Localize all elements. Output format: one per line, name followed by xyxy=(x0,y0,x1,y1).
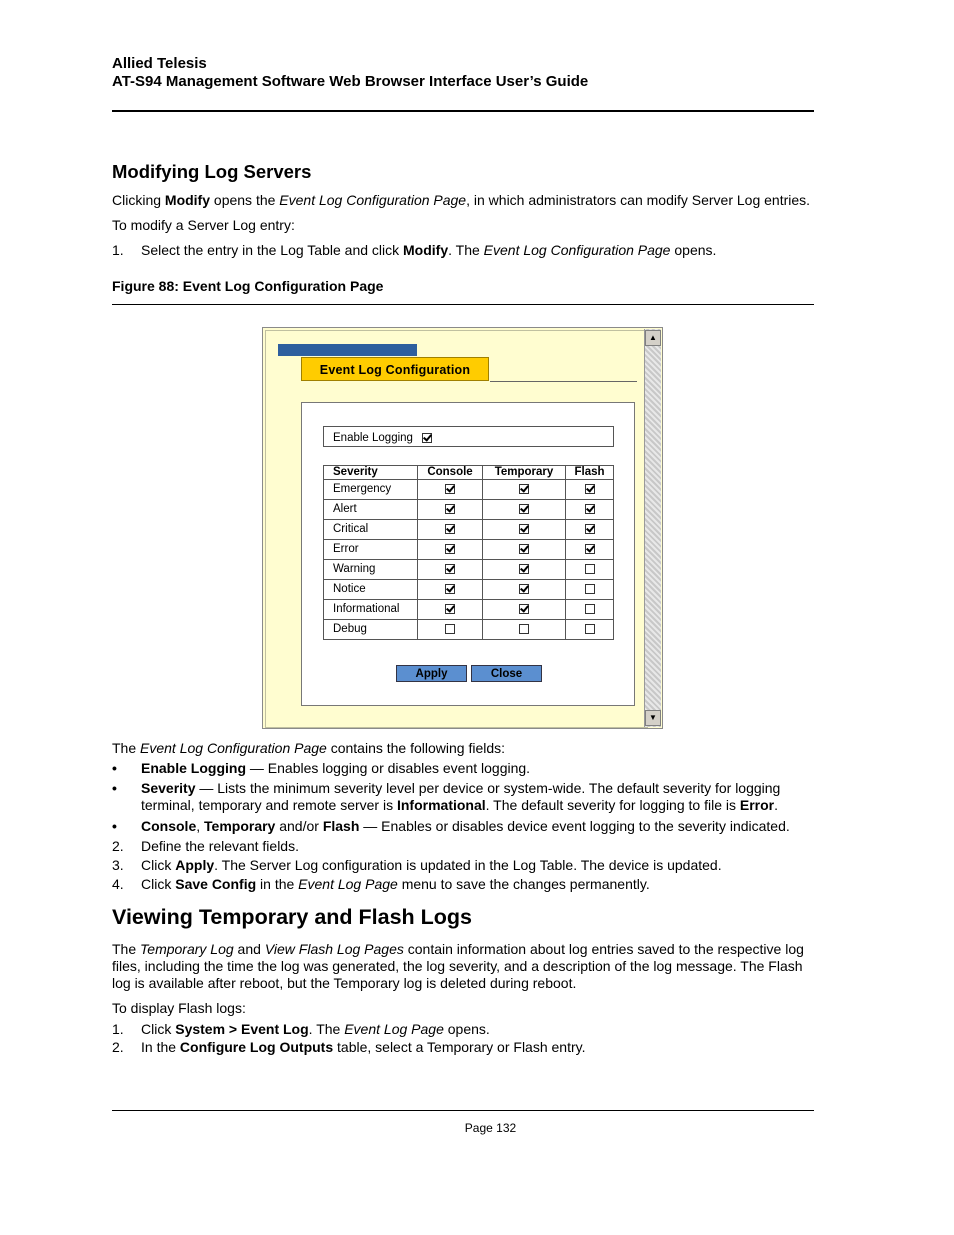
temporary-cell xyxy=(483,580,566,600)
bullet-enable-logging: • Enable Logging — Enables logging or disables event logging. xyxy=(112,760,531,776)
console-checkbox[interactable] xyxy=(445,544,455,554)
temporary-cell xyxy=(483,560,566,580)
severity-row-critical xyxy=(324,520,614,540)
para-fields-intro: The Event Log Configuration Page contains the following fields: xyxy=(112,740,506,756)
page-number: Page 132 xyxy=(464,1121,517,1135)
nav-tab-bar xyxy=(278,344,417,356)
flash-checkbox[interactable] xyxy=(585,544,595,554)
s2-step-2: 2. In the Configure Log Outputs table, select a Temporary or Flash entry. xyxy=(112,1039,586,1055)
temporary-checkbox[interactable] xyxy=(519,544,529,554)
console-cell xyxy=(418,480,483,500)
section-title-viewing-logs: Viewing Temporary and Flash Logs xyxy=(112,905,472,929)
severity-label: Debug xyxy=(324,620,418,640)
para-temporary-flash-intro: The Temporary Log and View Flash Log Pages contain information about log entries saved to the respective log files, including the time the log was generated, the log severity, and a description of the log message. The Flash log is available after reboot, but the Temporary log is deleted during reboot. xyxy=(112,941,804,991)
apply-button[interactable]: Apply xyxy=(396,665,467,682)
step-3-click-apply: 3. Click Apply. The Server Log configuration is updated in the Log Table. The device is updated. xyxy=(112,857,722,873)
screenshot-content-area xyxy=(265,330,648,728)
header-rule xyxy=(112,110,814,112)
console-checkbox[interactable] xyxy=(445,524,455,534)
col-flash: Flash xyxy=(566,466,614,480)
flash-cell xyxy=(566,600,614,620)
flash-checkbox[interactable] xyxy=(585,524,595,534)
console-checkbox[interactable] xyxy=(445,604,455,614)
bullet-console-temporary-flash: • Console, Temporary and/or Flash — Enables or disables device event logging to the severity indicated. xyxy=(112,818,790,834)
flash-cell xyxy=(566,560,614,580)
flash-checkbox[interactable] xyxy=(585,484,595,494)
severity-row-warning xyxy=(324,560,614,580)
console-checkbox[interactable] xyxy=(445,504,455,514)
flash-checkbox[interactable] xyxy=(585,604,595,614)
enable-logging-label: Enable Logging xyxy=(333,432,413,444)
tab-event-log-configuration[interactable]: Event Log Configuration xyxy=(301,357,489,381)
s2-step-1: 1. Click System > Event Log. The Event Log Page opens. xyxy=(112,1021,490,1037)
flash-checkbox[interactable] xyxy=(585,624,595,634)
flash-checkbox[interactable] xyxy=(585,504,595,514)
console-cell xyxy=(418,620,483,640)
para-to-modify: To modify a Server Log entry: xyxy=(112,217,295,233)
enable-logging-row xyxy=(323,426,614,447)
scroll-down-icon[interactable]: ▼ xyxy=(645,710,661,726)
flash-cell xyxy=(566,500,614,520)
event-log-config-screenshot xyxy=(262,327,663,729)
console-checkbox[interactable] xyxy=(445,624,455,634)
severity-label: Warning xyxy=(324,560,418,580)
col-console: Console xyxy=(418,466,483,480)
flash-cell xyxy=(566,520,614,540)
temporary-checkbox[interactable] xyxy=(519,504,529,514)
enable-logging-checkbox[interactable] xyxy=(422,433,432,443)
temporary-checkbox[interactable] xyxy=(519,584,529,594)
vertical-scrollbar[interactable] xyxy=(644,329,661,727)
col-severity: Severity xyxy=(324,466,418,480)
para-to-display-flash: To display Flash logs: xyxy=(112,1000,246,1016)
severity-row-error xyxy=(324,540,614,560)
console-cell xyxy=(418,540,483,560)
step-4-save-config: 4. Click Save Config in the Event Log Page menu to save the changes permanently. xyxy=(112,876,650,892)
console-cell xyxy=(418,600,483,620)
temporary-checkbox[interactable] xyxy=(519,524,529,534)
console-checkbox[interactable] xyxy=(445,484,455,494)
severity-table xyxy=(323,465,614,640)
severity-label: Notice xyxy=(324,580,418,600)
header-guide-title: AT-S94 Management Software Web Browser Interface User’s Guide xyxy=(112,73,589,90)
temporary-checkbox[interactable] xyxy=(519,604,529,614)
col-temporary: Temporary xyxy=(483,466,566,480)
console-cell xyxy=(418,500,483,520)
scroll-up-icon[interactable]: ▲ xyxy=(645,330,661,346)
step-2-define-fields: 2. Define the relevant fields. xyxy=(112,838,299,854)
close-button[interactable]: Close xyxy=(471,665,542,682)
flash-cell xyxy=(566,580,614,600)
severity-row-debug xyxy=(324,620,614,640)
severity-label: Informational xyxy=(324,600,418,620)
temporary-checkbox[interactable] xyxy=(519,564,529,574)
console-checkbox[interactable] xyxy=(445,564,455,574)
figure-caption: Figure 88: Event Log Configuration Page xyxy=(112,278,384,294)
section-title-modifying-log-servers: Modifying Log Servers xyxy=(112,161,312,182)
severity-label: Alert xyxy=(324,500,418,520)
console-cell xyxy=(418,560,483,580)
config-panel xyxy=(301,402,635,706)
step-1-select-entry: 1. Select the entry in the Log Table and click Modify. The Event Log Configuration Page opens. xyxy=(112,242,717,258)
console-checkbox[interactable] xyxy=(445,584,455,594)
bullet-severity: • Severity — Lists the minimum severity level per device or system-wide. The default severity for logging terminal, temporary and remote server is Informational. The default severity for logging to file is Error. xyxy=(112,780,781,813)
temporary-cell xyxy=(483,520,566,540)
temporary-cell xyxy=(483,500,566,520)
footer-rule xyxy=(112,1110,814,1111)
flash-checkbox[interactable] xyxy=(585,564,595,574)
severity-label: Critical xyxy=(324,520,418,540)
figure-rule xyxy=(112,304,814,305)
severity-row-notice xyxy=(324,580,614,600)
temporary-checkbox[interactable] xyxy=(519,484,529,494)
severity-row-alert xyxy=(324,500,614,520)
temporary-cell xyxy=(483,540,566,560)
temporary-checkbox[interactable] xyxy=(519,624,529,634)
temporary-cell xyxy=(483,600,566,620)
temporary-cell xyxy=(483,620,566,640)
flash-checkbox[interactable] xyxy=(585,584,595,594)
tab-underline xyxy=(490,381,637,382)
flash-cell xyxy=(566,620,614,640)
temporary-cell xyxy=(483,480,566,500)
flash-cell xyxy=(566,540,614,560)
severity-row-emergency xyxy=(324,480,614,500)
flash-cell xyxy=(566,480,614,500)
severity-row-informational xyxy=(324,600,614,620)
console-cell xyxy=(418,520,483,540)
severity-label: Error xyxy=(324,540,418,560)
para-modify-intro: Clicking Modify opens the Event Log Configuration Page, in which administrators can modify Server Log entries. xyxy=(112,192,811,208)
header-company: Allied Telesis xyxy=(112,55,207,72)
console-cell xyxy=(418,580,483,600)
severity-label: Emergency xyxy=(324,480,418,500)
